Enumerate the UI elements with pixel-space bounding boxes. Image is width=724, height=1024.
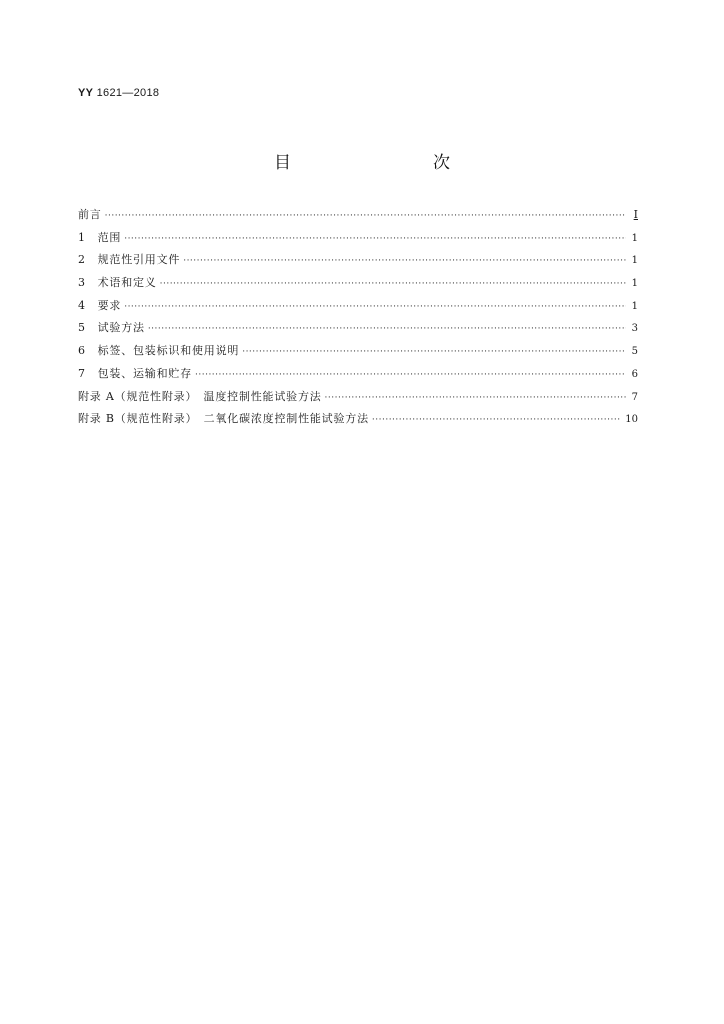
toc-entry-page: 7 — [631, 391, 638, 403]
toc-entry-scope[interactable] — [78, 230, 638, 253]
toc-entry-annex-a[interactable] — [78, 389, 638, 412]
toc-entry-page: 5 — [631, 346, 638, 358]
toc-entry-annex-b[interactable] — [78, 411, 638, 434]
toc-entry-page: 10 — [625, 414, 638, 426]
toc-entry-requirements[interactable] — [78, 298, 638, 321]
toc-entry-page: 1 — [631, 278, 638, 290]
toc-entry-normative-references[interactable] — [78, 252, 638, 275]
standard-number-header — [78, 87, 159, 99]
toc-entry-label: 附录 A（规范性附录） 温度控制性能试验方法 — [78, 389, 322, 403]
toc-entry-packaging-transport[interactable] — [78, 366, 638, 389]
toc-entry-page: 1 — [631, 232, 638, 244]
table-of-contents — [78, 207, 638, 434]
standard-code: YY — [78, 87, 94, 99]
toc-dot-leader — [325, 390, 626, 406]
toc-dot-leader — [148, 321, 626, 337]
toc-entry-labelling[interactable] — [78, 343, 638, 366]
toc-dot-leader — [242, 344, 626, 360]
toc-entry-foreword[interactable] — [78, 207, 638, 230]
toc-entry-label: 4 要求 — [78, 298, 122, 312]
toc-entry-page: Ⅰ — [633, 208, 638, 221]
toc-entry-label: 2 规范性引用文件 — [78, 253, 181, 267]
toc-entry-label: 1 范围 — [78, 230, 122, 244]
toc-dot-leader — [105, 208, 626, 224]
toc-entry-test-methods[interactable] — [78, 320, 638, 343]
toc-entry-label: 3 术语和定义 — [78, 276, 157, 290]
toc-dot-leader — [372, 412, 621, 428]
toc-entry-page: 3 — [631, 323, 638, 335]
toc-dot-leader — [195, 367, 626, 383]
toc-entry-page: 1 — [631, 300, 638, 312]
toc-entry-label: 前言 — [78, 208, 102, 221]
toc-entry-label: 6 标签、包装标识和使用说明 — [78, 344, 240, 358]
standard-year: 1621—2018 — [96, 87, 160, 99]
toc-entry-terms-definitions[interactable] — [78, 275, 638, 298]
toc-entry-label: 附录 B（规范性附录） 二氧化碳浓度控制性能试验方法 — [78, 412, 369, 426]
page-title: 目 次 — [274, 153, 486, 173]
toc-dot-leader — [124, 299, 626, 315]
toc-entry-label: 5 试验方法 — [78, 321, 145, 335]
toc-entry-label: 7 包装、运输和贮存 — [78, 366, 192, 380]
toc-dot-leader — [183, 253, 626, 269]
toc-entry-page: 6 — [631, 368, 638, 380]
toc-entry-page: 1 — [631, 255, 638, 267]
toc-dot-leader — [124, 231, 626, 247]
toc-dot-leader — [160, 276, 626, 292]
